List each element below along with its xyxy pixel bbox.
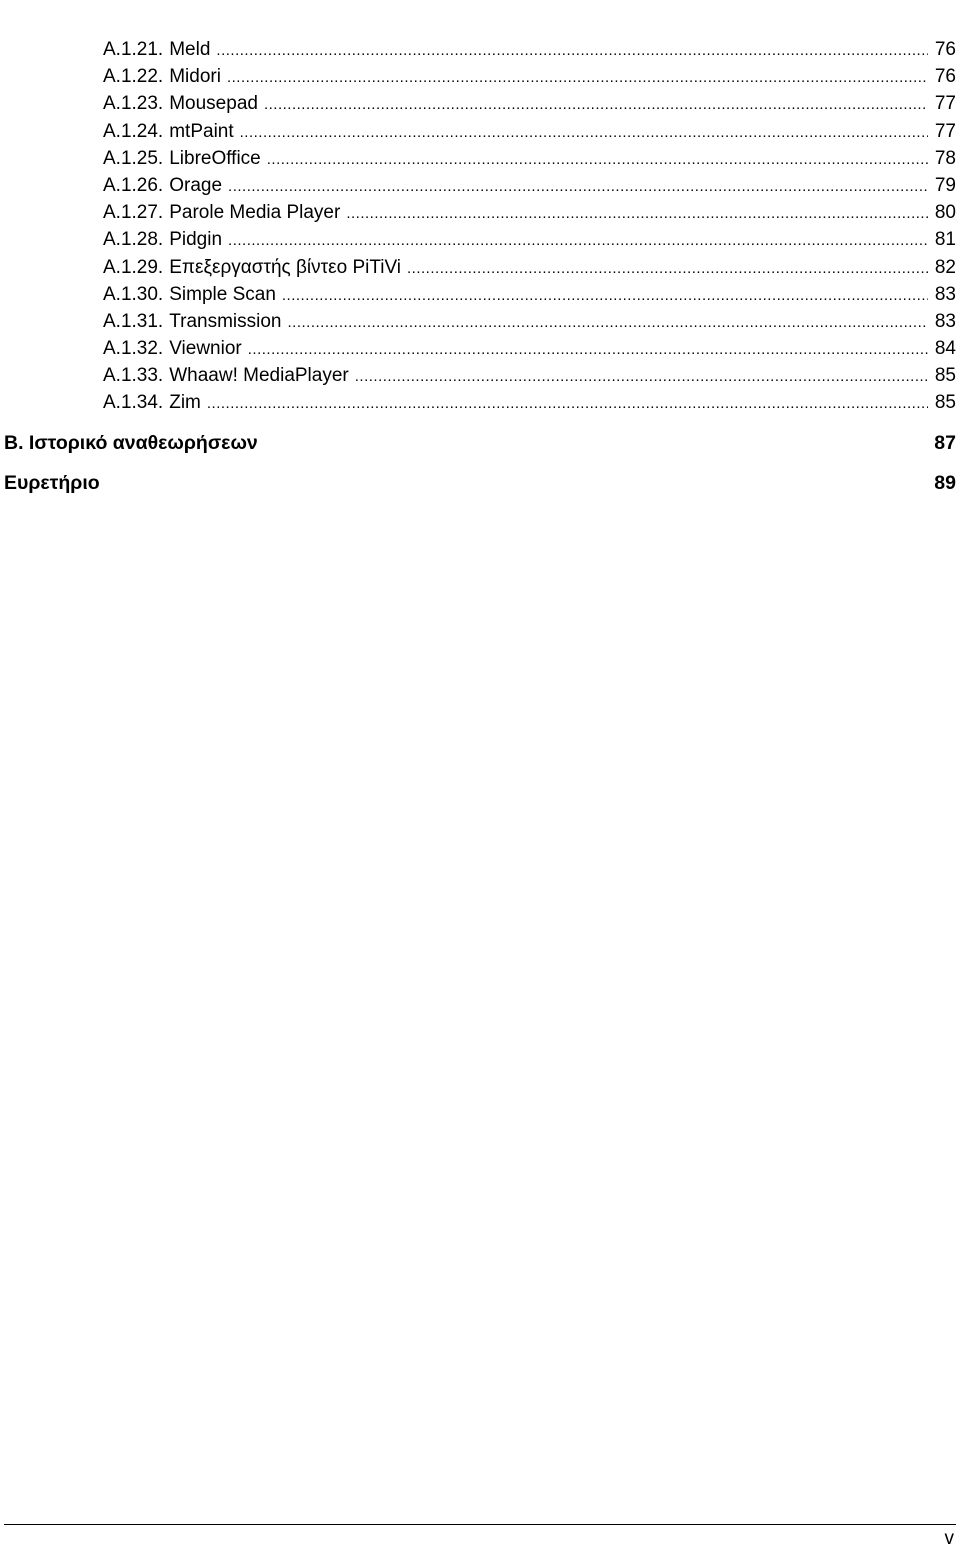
toc-entry-title: Mousepad [169,93,258,115]
toc-entry-number: A.1.32. [103,338,164,360]
toc-entry-number: A.1.31. [103,310,164,332]
toc-entry-title: Simple Scan [169,283,276,305]
toc-leader-dots [227,64,928,91]
toc-chapter-index[interactable] [0,469,960,497]
toc-entry-title: Viewnior [169,338,242,360]
toc-leader-dots [228,227,928,254]
toc-entry-page: 84 [934,338,956,360]
toc-entry-number: A.1.24. [103,120,164,142]
toc-entry-whaaw-mediaplayer[interactable] [0,362,960,389]
toc-entry-title: Whaaw! MediaPlayer [169,365,349,387]
toc-entry-title: Pidgin [169,229,223,251]
toc-entry-page: 85 [934,365,956,387]
toc-entry-page: 77 [934,93,956,115]
toc-chapter-page: 87 [934,431,956,454]
toc-chapter-revision-history[interactable] [0,429,960,457]
toc-entry-title: Επεξεργαστής βίντεο PiTiVi [169,256,402,278]
toc-entry-number: A.1.34. [103,392,164,414]
toc-entry-page: 78 [934,147,956,169]
toc-entry-mtpaint[interactable] [0,118,960,145]
toc-entry-number: A.1.27. [103,202,164,224]
toc-entry-number: A.1.25. [103,147,164,169]
toc-entry-page: 80 [934,202,956,224]
toc-entry-transmission[interactable] [0,308,960,335]
toc-chapter-title: B. Ιστορικό αναθεωρήσεων [4,431,258,454]
toc-entry-number: A.1.22. [103,66,164,88]
toc-chapter-title: Ευρετήριο [4,471,100,494]
toc-chapter-page: 89 [934,471,956,494]
toc-entry-libreoffice[interactable] [0,145,960,172]
toc-entry-meld[interactable] [0,36,960,63]
footer-page-number: v [944,1528,954,1549]
toc-entry-page: 79 [934,174,956,196]
toc-entry-viewnior[interactable] [0,335,960,362]
toc-leader-dots [282,282,928,309]
toc-entry-number: A.1.28. [103,229,164,251]
toc-leader-dots [207,390,928,417]
toc-entry-title: LibreOffice [169,147,261,169]
toc-entry-page: 83 [934,283,956,305]
toc-leader-dots [264,91,928,118]
toc-leader-dots [407,255,928,282]
toc-entry-page: 82 [934,256,956,278]
table-of-contents [0,36,960,497]
toc-entry-page: 85 [934,392,956,414]
toc-entry-pidgin[interactable] [0,226,960,253]
toc-entry-number: A.1.29. [103,256,164,278]
toc-entry-number: A.1.30. [103,283,164,305]
toc-entry-number: A.1.23. [103,93,164,115]
toc-leader-dots [228,173,928,200]
toc-entry-number: A.1.21. [103,39,164,60]
toc-entry-midori[interactable] [0,63,960,90]
toc-entry-mousepad[interactable] [0,90,960,117]
toc-leader-dots [216,37,928,64]
toc-leader-dots [267,146,928,173]
toc-entry-number: A.1.33. [103,365,164,387]
toc-entry-zim[interactable] [0,389,960,416]
toc-entry-title: Midori [169,66,221,88]
toc-entry-page: 77 [934,120,956,142]
toc-entry-title: mtPaint [169,120,234,142]
toc-entry-page: 81 [934,229,956,251]
toc-entry-title: Meld [169,39,211,60]
toc-leader-dots [287,309,928,336]
toc-leader-dots [355,363,928,390]
toc-entry-number: A.1.26. [103,174,164,196]
toc-entry-page: 83 [934,310,956,332]
toc-entry-page: 76 [934,39,956,60]
toc-entry-pitivi[interactable] [0,254,960,281]
footer-divider [4,1524,956,1525]
toc-entry-parole-media-player[interactable] [0,199,960,226]
toc-entry-title: Zim [169,392,201,414]
toc-entry-simple-scan[interactable] [0,281,960,308]
toc-leader-dots [346,200,928,227]
toc-leader-dots [248,336,928,363]
toc-entry-title: Orage [169,174,223,196]
toc-entry-page: 76 [934,66,956,88]
toc-entry-orage[interactable] [0,172,960,199]
toc-entry-title: Transmission [169,310,282,332]
toc-entry-title: Parole Media Player [169,202,341,224]
toc-leader-dots [240,119,928,146]
